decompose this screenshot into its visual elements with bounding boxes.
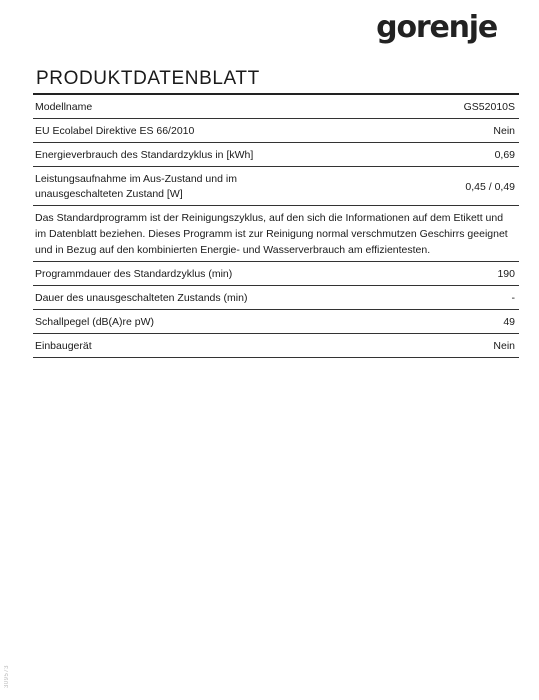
row-label: Einbaugerät (35, 340, 92, 352)
row-label: Energieverbrauch des Standardzyklus in [kWh] (35, 149, 254, 161)
row-value: Nein (493, 340, 515, 352)
row-label: Programmdauer des Standardzyklus (min) (35, 268, 233, 280)
row-label: Leistungsaufnahme im Aus-Zustand und im unausgeschalteten Zustand [W] (35, 173, 237, 200)
row-value: 0,69 (494, 149, 515, 161)
standard-program-note: Das Standardprogramm ist der Reinigungszyklus, auf den sich die Informationen auf dem Etikett und im Datenblatt beziehen. Dieses Programm ist zur Reinigung normal verschmutzen Geschirrs geeignet und in Bezug auf den kombinierten Energie- und Wasserverbrauch am effizientesten. (33, 206, 519, 262)
page-title: PRODUKTDATENBLATT (36, 68, 260, 89)
row-model-name (33, 95, 519, 119)
row-built-in (33, 334, 519, 358)
row-value: 190 (497, 268, 515, 280)
row-program-duration (33, 262, 519, 286)
row-value: - (511, 292, 515, 304)
row-noise-level (33, 310, 519, 334)
row-value: 0,45 / 0,49 (465, 180, 515, 193)
gorenje-logo: gorenje (376, 10, 497, 45)
row-value: 49 (503, 316, 515, 328)
row-power-consumption (33, 167, 519, 206)
document-code: 309573 (4, 664, 10, 688)
row-label: Schallpegel (dB(A)re pW) (35, 316, 155, 328)
row-label: Dauer des unausgeschalteten Zustands (min) (35, 292, 248, 304)
product-data-table (33, 93, 519, 358)
row-value: GS52010S (463, 101, 515, 113)
row-value: Nein (493, 125, 515, 137)
row-ecolabel (33, 119, 519, 143)
row-label: EU Ecolabel Direktive ES 66/2010 (35, 125, 195, 137)
row-label: Modellname (35, 101, 93, 113)
row-energy-consumption (33, 143, 519, 167)
row-left-on-duration (33, 286, 519, 310)
